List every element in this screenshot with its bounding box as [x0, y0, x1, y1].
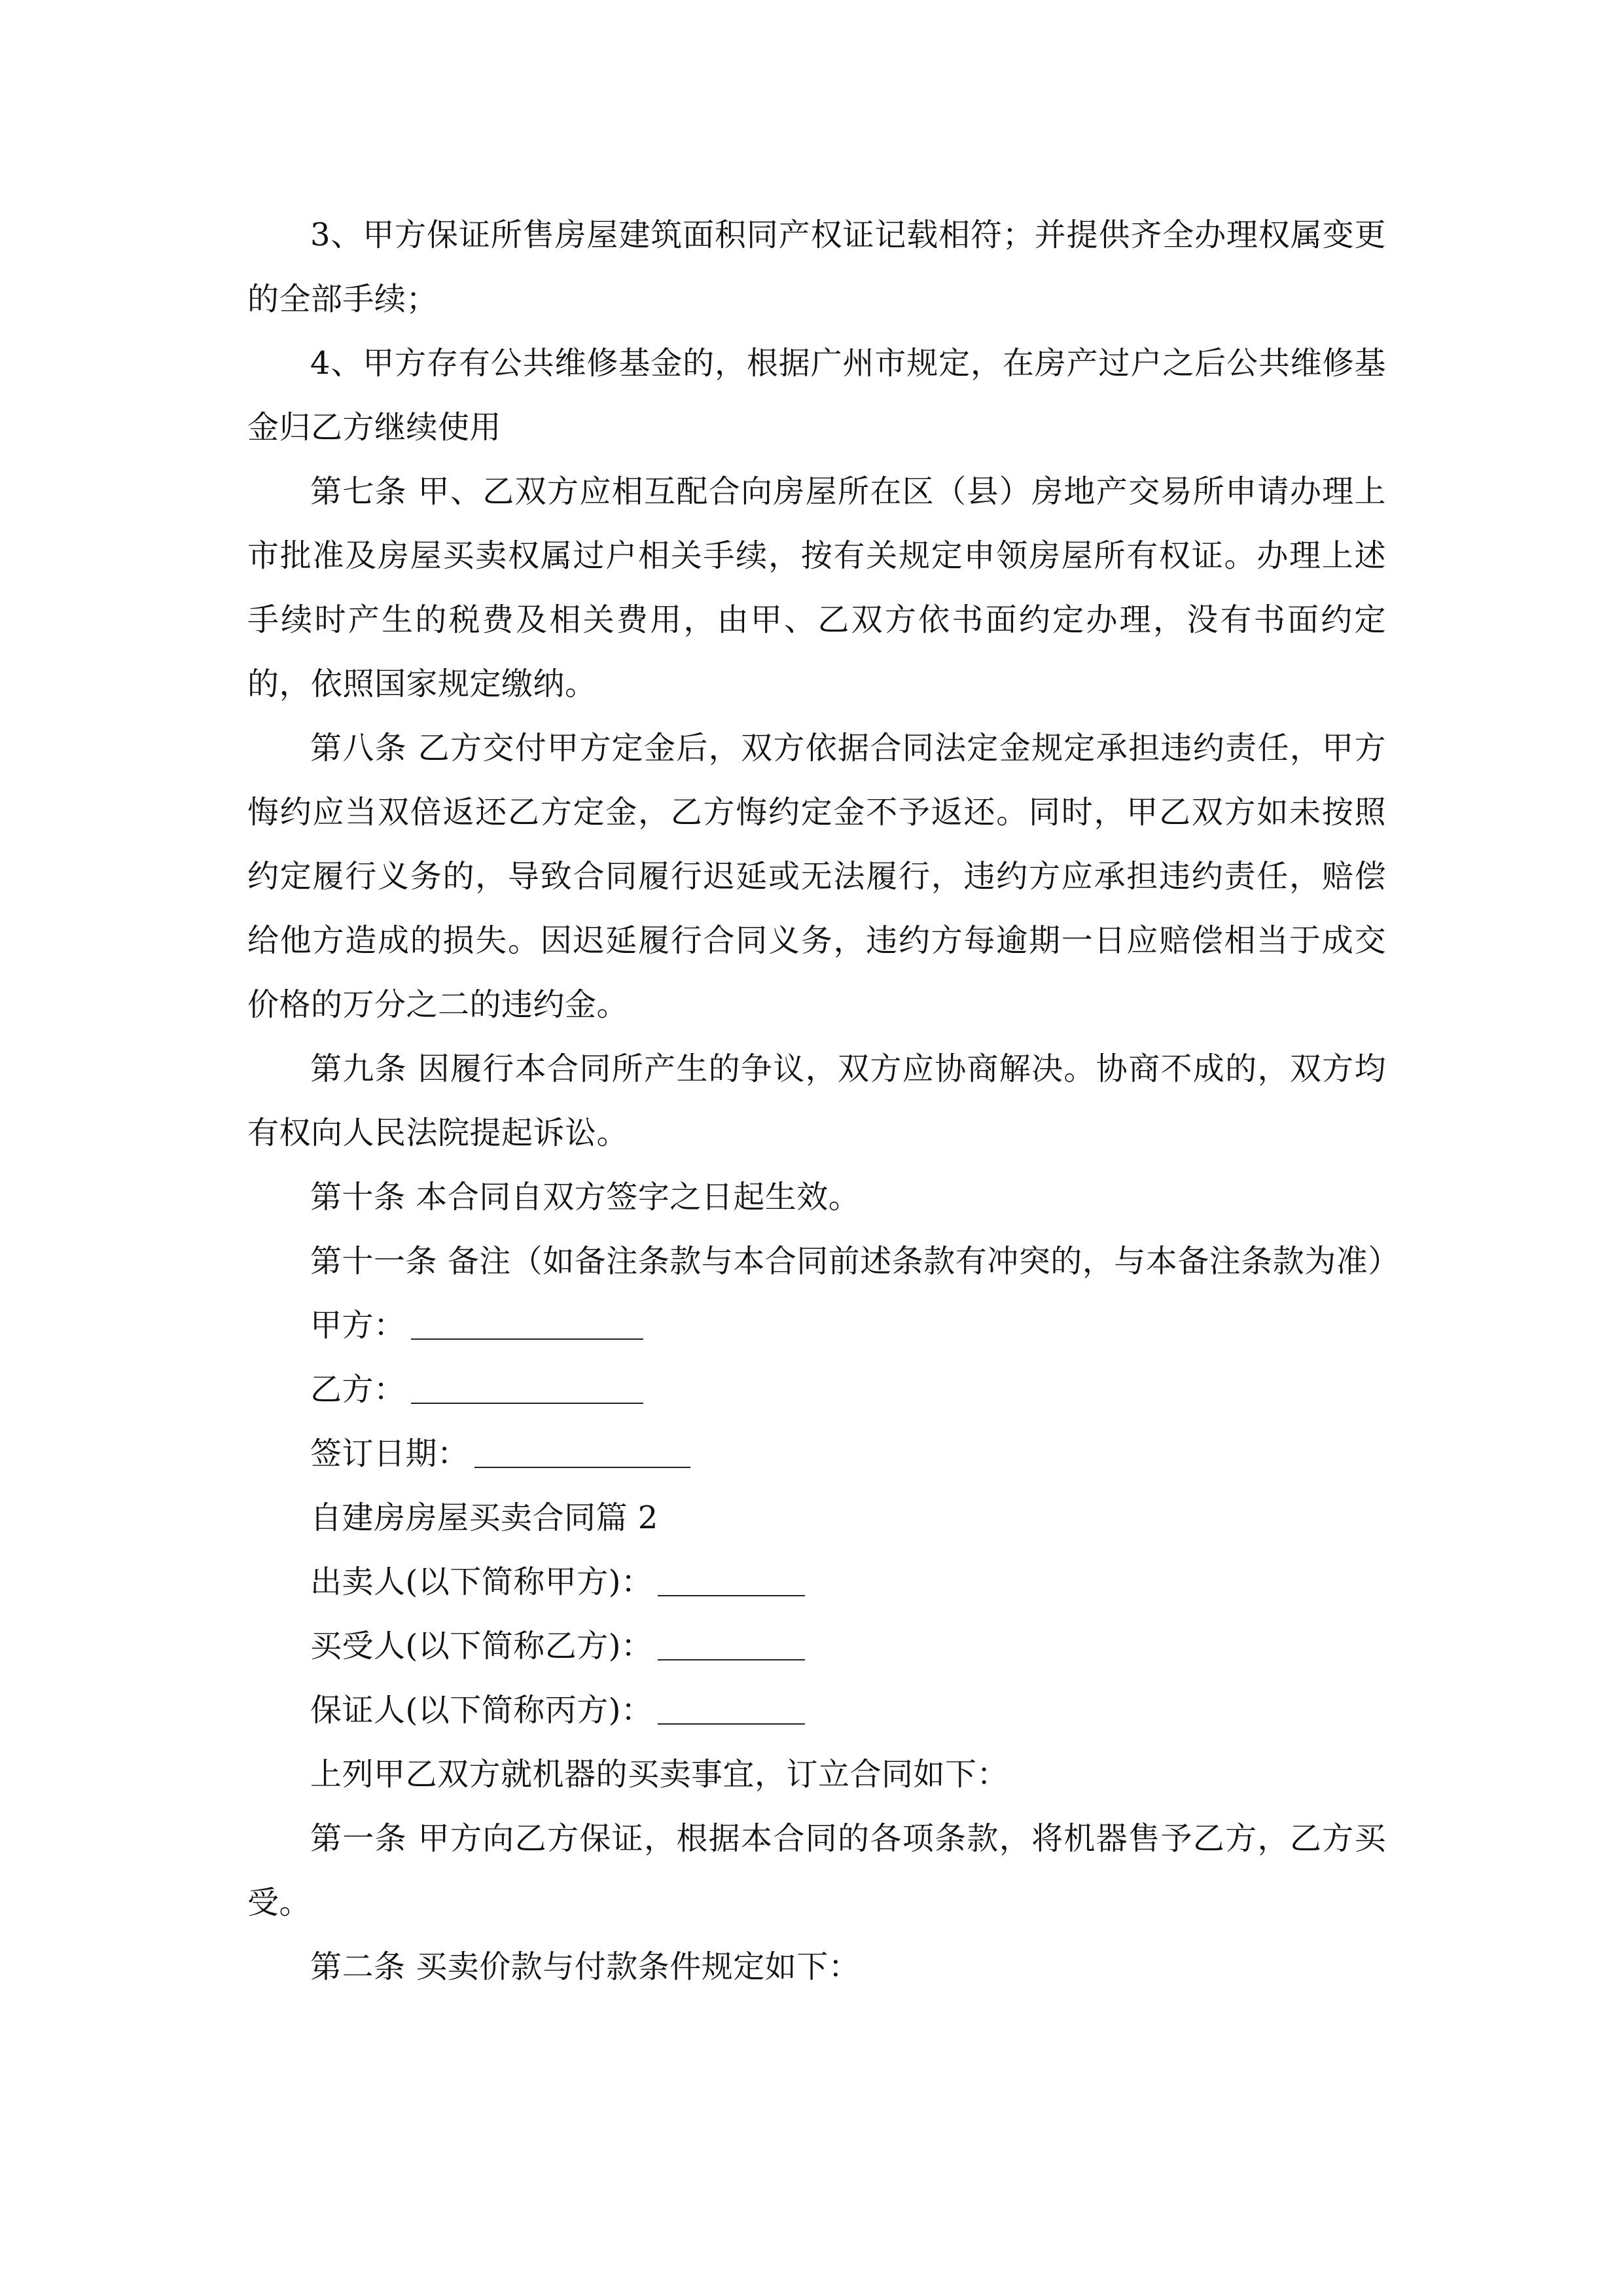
clause-4: 4、甲方存有公共维修基金的，根据广州市规定，在房产过户之后公共维修基金归乙方继续使用 — [247, 345, 1386, 446]
article-7: 第七条 甲、乙双方应相互配合向房屋所在区（县）房地产交易所申请办理上市批准及房屋买卖权属过户相关手续，按有关规定申领房屋所有权证。办理上述手续时产生的税费及相关费用，由甲、乙双方依书面约定办理，没有书面约定的，依照国家规定缴纳。 — [247, 473, 1386, 702]
guarantor-line — [247, 1678, 1386, 1742]
guarantor-blank[interactable] — [658, 1697, 805, 1725]
buyer-label: 买受人(以下简称乙方)： — [310, 1628, 653, 1664]
guarantor-label: 保证人(以下简称丙方)： — [310, 1692, 653, 1729]
article-10: 第十条 本合同自双方签字之日起生效。 — [310, 1179, 861, 1215]
article-8: 第八条 乙方交付甲方定金后，双方依据合同法定金规定承担违约责任，甲方悔约应当双倍返还乙方定金，乙方悔约定金不予返还。同时，甲乙双方如未按照约定履行义务的，导致合同履行迟延或无法履行，违约方应承担违约责任，赔偿给他方造成的损失。因迟延履行合同义务，违约方每逾期一日应赔偿相当于成交价格的万分之二的违约金。 — [247, 730, 1386, 1023]
signature-date-blank[interactable] — [474, 1441, 690, 1468]
section-2-article-2: 第二条 买卖价款与付款条件规定如下： — [310, 1948, 861, 1985]
clause-3: 3、甲方保证所售房屋建筑面积同产权证记载相符；并提供齐全办理权属变更的全部手续； — [247, 217, 1386, 317]
document-body — [247, 203, 1400, 1999]
signature-party-a-blank[interactable] — [411, 1312, 643, 1340]
buyer-blank[interactable] — [658, 1633, 805, 1660]
signature-party-b — [247, 1357, 1386, 1422]
article-11: 第十一条 备注（如备注条款与本合同前述条款有冲突的，与本备注条款为准） — [310, 1243, 1400, 1280]
section-2-article-1: 第一条 甲方向乙方保证，根据本合同的各项条款，将机器售予乙方，乙方买受。 — [247, 1820, 1386, 1921]
signature-party-a-label: 甲方： — [310, 1307, 406, 1344]
signature-party-a — [247, 1293, 1386, 1357]
seller-blank[interactable] — [658, 1569, 805, 1596]
section-2-title: 自建房房屋买卖合同篇 2 — [310, 1499, 658, 1536]
signature-party-b-blank[interactable] — [411, 1376, 643, 1404]
signature-date — [247, 1422, 1386, 1486]
buyer-line — [247, 1614, 1386, 1678]
signature-party-b-label: 乙方： — [310, 1371, 406, 1408]
article-9: 第九条 因履行本合同所产生的争议，双方应协商解决。协商不成的，双方均有权向人民法院提起诉讼。 — [247, 1050, 1386, 1151]
seller-line — [247, 1550, 1386, 1614]
signature-date-label: 签订日期： — [310, 1435, 469, 1472]
section-2-intro: 上列甲乙双方就机器的买卖事宜，订立合同如下： — [310, 1756, 1009, 1793]
seller-label: 出卖人(以下简称甲方)： — [310, 1564, 653, 1600]
